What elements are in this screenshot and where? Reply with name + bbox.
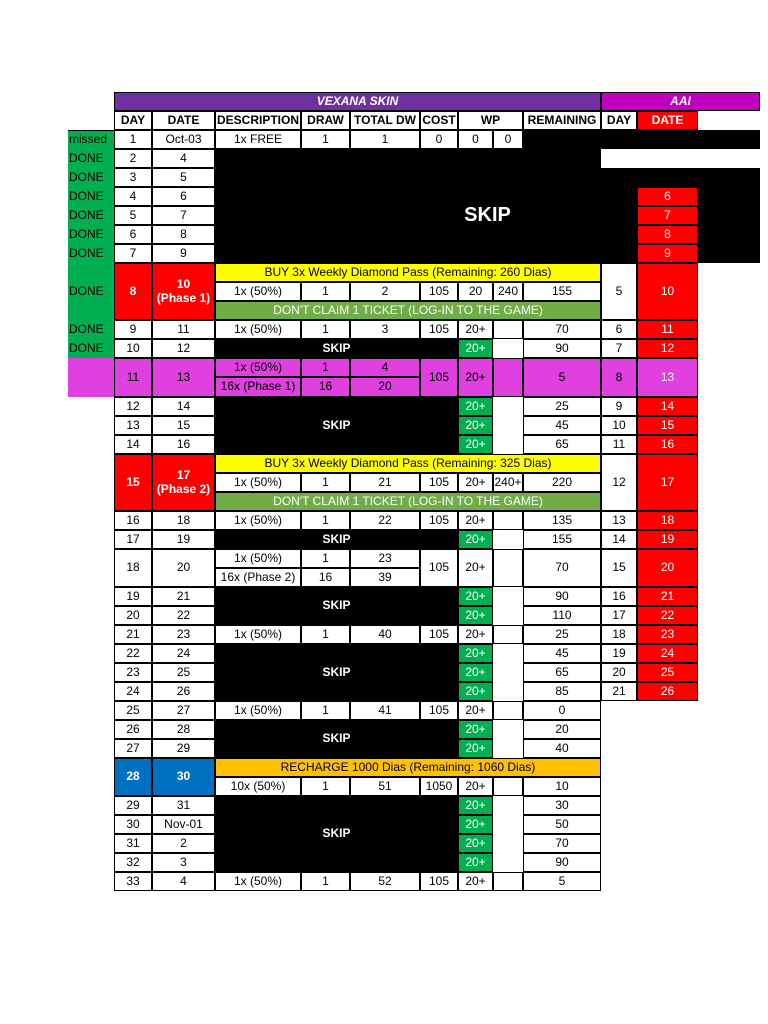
aai-title[interactable]: AAI	[601, 92, 760, 111]
remaining[interactable]: 20	[523, 720, 601, 739]
aai-day-16[interactable]: 16	[601, 587, 637, 606]
aai-date-6[interactable]: 6	[637, 187, 698, 206]
cost[interactable]: 105	[420, 358, 458, 397]
date-value: 17	[176, 467, 191, 482]
remaining[interactable]: 5	[523, 872, 601, 891]
description-b[interactable]: 16x (Phase 1)	[215, 377, 301, 397]
day-7[interactable]: 7	[114, 244, 152, 263]
total-dw[interactable]: 3	[350, 320, 420, 339]
date-19[interactable]: 21	[152, 587, 215, 606]
aai-day-11[interactable]: 11	[601, 435, 637, 454]
total-dw[interactable]: 21	[350, 473, 420, 492]
remaining[interactable]: 155	[523, 282, 601, 301]
date-14[interactable]: 16	[152, 435, 215, 454]
date-4[interactable]: 6	[152, 187, 215, 206]
date-1[interactable]: Oct-03	[152, 130, 215, 149]
remaining[interactable]: 135	[523, 511, 601, 530]
date-9[interactable]: 11	[152, 320, 215, 339]
aai-date-15[interactable]: 15	[637, 416, 698, 435]
status-3[interactable]: DONE	[68, 168, 114, 187]
aai-date-12[interactable]: 12	[637, 339, 698, 358]
day-13[interactable]: 13	[114, 416, 152, 435]
date-13[interactable]: 15	[152, 416, 215, 435]
day-22[interactable]: 22	[114, 644, 152, 663]
draw[interactable]: 1	[301, 777, 350, 796]
cost[interactable]: 105	[420, 549, 458, 587]
status-1[interactable]: missed	[68, 130, 114, 149]
wp[interactable]: 20+	[458, 834, 493, 853]
day-5[interactable]: 5	[114, 206, 152, 225]
wp[interactable]: 20+	[458, 397, 493, 416]
draw[interactable]: 1	[301, 282, 350, 301]
cost[interactable]: 105	[420, 282, 458, 301]
draw-b[interactable]: 16	[301, 568, 350, 587]
wp-extra[interactable]	[493, 320, 523, 339]
wp[interactable]: 20+	[458, 796, 493, 815]
wp[interactable]: 0	[458, 130, 493, 149]
remaining[interactable]: 65	[523, 435, 601, 454]
cost[interactable]: 105	[420, 244, 458, 263]
wp[interactable]: 20+	[458, 473, 493, 492]
total-dw[interactable]: 51	[350, 777, 420, 796]
remaining[interactable]: 70	[523, 549, 601, 587]
aai-date-8[interactable]: 8	[637, 225, 698, 244]
wp[interactable]: 20+	[458, 777, 493, 796]
date-31[interactable]: 2	[152, 834, 215, 853]
wp[interactable]: 20+	[458, 320, 493, 339]
cost[interactable]: 105	[420, 320, 458, 339]
draw[interactable]: 1	[301, 872, 350, 891]
aai-day-2[interactable]: 2	[601, 206, 637, 225]
wp-extra[interactable]	[493, 701, 523, 720]
draw[interactable]: 1	[301, 625, 350, 644]
date-20[interactable]: 22	[152, 606, 215, 625]
description-a[interactable]: 1x (50%)	[215, 358, 301, 377]
aai-date-14[interactable]: 14	[637, 397, 698, 416]
draw[interactable]: 1	[301, 473, 350, 492]
date-12[interactable]: 14	[152, 397, 215, 416]
date-29[interactable]: 31	[152, 796, 215, 815]
wp[interactable]: 20	[458, 282, 493, 301]
description[interactable]: 1x (50%)	[215, 872, 301, 891]
wp[interactable]: 0	[458, 244, 493, 263]
cost[interactable]: 0	[420, 130, 458, 149]
date-24[interactable]: 26	[152, 682, 215, 701]
date-value: 10	[176, 276, 191, 291]
description[interactable]: 1x (50%)	[215, 511, 301, 530]
remaining[interactable]: 90	[523, 339, 601, 358]
draw-b[interactable]: 16	[301, 377, 350, 397]
date-17[interactable]: 19	[152, 530, 215, 549]
skip-day-10[interactable]: SKIP	[215, 339, 458, 358]
wp-extra[interactable]	[493, 777, 523, 796]
date-3[interactable]: 5	[152, 168, 215, 187]
status-10[interactable]: DONE	[68, 339, 114, 358]
aai-day-17[interactable]: 17	[601, 606, 637, 625]
day-4[interactable]: 4	[114, 187, 152, 206]
date-6[interactable]: 8	[152, 225, 215, 244]
description-a[interactable]: 1x (50%)	[215, 549, 301, 568]
aai-date-9[interactable]: 9	[637, 244, 698, 263]
total-dw[interactable]: 52	[350, 872, 420, 891]
draw[interactable]: 1	[301, 244, 350, 263]
wp[interactable]: 20+	[458, 815, 493, 834]
wp[interactable]: 20+	[458, 587, 493, 606]
remaining[interactable]: 220	[523, 473, 601, 492]
aai-day-12[interactable]: 12	[601, 454, 637, 511]
remaining[interactable]: 85	[523, 682, 601, 701]
aai-day-5[interactable]: 5	[601, 263, 637, 320]
draw[interactable]: 1	[301, 320, 350, 339]
aai-date-19[interactable]: 19	[637, 530, 698, 549]
wp[interactable]: 20+	[458, 701, 493, 720]
total-a[interactable]: 23	[350, 549, 420, 568]
total-dw[interactable]: 2	[350, 282, 420, 301]
total-dw[interactable]: 22	[350, 511, 420, 530]
wp[interactable]: 20+	[458, 682, 493, 701]
aai-day-1[interactable]: 1	[601, 187, 637, 206]
aai-date-23[interactable]: 23	[637, 625, 698, 644]
date-10[interactable]: 12	[152, 339, 215, 358]
aai-date-13[interactable]: 13	[637, 358, 698, 397]
aai-day-21[interactable]: 21	[601, 682, 637, 701]
wp-extra[interactable]: 240	[493, 282, 523, 301]
cost[interactable]: 105	[420, 701, 458, 720]
date-13[interactable]: 13	[152, 358, 215, 397]
aai-day-6[interactable]: 6	[601, 320, 637, 339]
day-31[interactable]: 31	[114, 834, 152, 853]
aai-day-4[interactable]: 4	[601, 244, 637, 263]
aai-day-20[interactable]: 20	[601, 663, 637, 682]
aai-day-3[interactable]: 3	[601, 225, 637, 244]
recharge-banner[interactable]: RECHARGE 1000 Dias (Remaining: 1060 Dias)	[215, 758, 601, 777]
wp-extra[interactable]	[493, 511, 523, 530]
skip-block-top[interactable]	[215, 149, 601, 168]
date-15[interactable]	[152, 454, 215, 511]
status-4[interactable]: DONE	[68, 187, 114, 206]
draw-a[interactable]: 1	[301, 358, 350, 377]
day-9[interactable]: 9	[114, 320, 152, 339]
description[interactable]: 1x (50%)	[215, 625, 301, 644]
wp-extra[interactable]	[493, 625, 523, 644]
day-8[interactable]: 8	[114, 263, 152, 320]
day-26[interactable]: 26	[114, 720, 152, 739]
wp-extra[interactable]	[493, 549, 523, 587]
day-15[interactable]: 15	[114, 454, 152, 511]
total-dw[interactable]: 41	[350, 701, 420, 720]
day-25[interactable]: 25	[114, 701, 152, 720]
header-day[interactable]: DAY	[114, 111, 152, 130]
date-26[interactable]: 28	[152, 720, 215, 739]
wp[interactable]: 20+	[458, 339, 493, 358]
wp-extra[interactable]: 0	[493, 130, 523, 149]
wp[interactable]: 20+	[458, 416, 493, 435]
description[interactable]: 1x (50%)	[215, 701, 301, 720]
wp[interactable]: 20+	[458, 435, 493, 454]
day-19[interactable]: 19	[114, 587, 152, 606]
date-32[interactable]: 3	[152, 853, 215, 872]
weekly-pass-banner-1[interactable]: BUY 3x Weekly Diamond Pass (Remaining: 260 Dias)	[215, 263, 601, 282]
aai-day-19[interactable]: 19	[601, 644, 637, 663]
wp[interactable]: 20+	[458, 606, 493, 625]
weekly-pass-banner-2[interactable]: BUY 3x Weekly Diamond Pass (Remaining: 325 Dias)	[215, 454, 601, 473]
remaining[interactable]: 90	[523, 853, 601, 872]
description[interactable]: 10x (50%)	[215, 777, 301, 796]
remaining[interactable]: 90	[523, 587, 601, 606]
remaining[interactable]: 30	[523, 796, 601, 815]
status-6[interactable]: DONE	[68, 225, 114, 244]
header-date[interactable]: DATE	[152, 111, 215, 130]
cost[interactable]: 1050	[420, 777, 458, 796]
day-17[interactable]: 17	[114, 530, 152, 549]
day-24[interactable]: 24	[114, 682, 152, 701]
dont-claim-note-2[interactable]: DON'T CLAIM 1 TICKET (LOG-IN TO THE GAME)	[215, 492, 601, 511]
day-30[interactable]: 30	[114, 815, 152, 834]
day-32[interactable]: 32	[114, 853, 152, 872]
total-b[interactable]: 39	[350, 568, 420, 587]
description[interactable]: 1x (50%)	[215, 473, 301, 492]
remaining[interactable]: 40	[523, 739, 601, 758]
aai-day-15[interactable]: 15	[601, 549, 637, 587]
draw[interactable]: 1	[301, 130, 350, 149]
wp-extra[interactable]: 240+	[493, 473, 523, 492]
header-wp[interactable]: WP	[458, 111, 523, 130]
remaining[interactable]	[523, 130, 601, 149]
remaining[interactable]: 25	[523, 397, 601, 416]
wp[interactable]: 20+	[458, 739, 493, 758]
remaining[interactable]: 45	[523, 644, 601, 663]
remaining[interactable]: 70	[523, 834, 601, 853]
status-9[interactable]: DONE	[68, 320, 114, 339]
aai-date-16[interactable]: 16	[637, 435, 698, 454]
draw-a[interactable]: 1	[301, 549, 350, 568]
header-cost[interactable]: COST	[420, 111, 458, 130]
wp[interactable]: 20+	[458, 872, 493, 891]
day-12[interactable]: 12	[114, 397, 152, 416]
aai-day-10[interactable]: 10	[601, 416, 637, 435]
phase-label: (Phase 1)	[156, 290, 211, 305]
description[interactable]: 1x FREE	[215, 130, 301, 149]
status-8[interactable]: DONE	[68, 263, 114, 320]
vexana-skin-title[interactable]: VEXANA SKIN	[114, 92, 601, 111]
aai-header-date[interactable]: DATE	[637, 111, 698, 130]
aai-day-13[interactable]: 13	[601, 511, 637, 530]
status-2[interactable]: DONE	[68, 149, 114, 168]
skip-block[interactable]: SKIP	[215, 720, 458, 758]
day-6[interactable]: 6	[114, 225, 152, 244]
big-skip-block[interactable]: SKIP	[215, 168, 760, 263]
skip-block[interactable]: SKIP	[215, 644, 458, 701]
draw[interactable]: 1	[301, 511, 350, 530]
header-total-dw[interactable]: TOTAL DW	[350, 111, 420, 130]
description[interactable]: 1x (50%)	[215, 282, 301, 301]
aai-date-25[interactable]: 25	[637, 663, 698, 682]
wp[interactable]: 20+	[458, 663, 493, 682]
day-18[interactable]: 18	[114, 549, 152, 587]
wp[interactable]: 20+	[458, 644, 493, 663]
header-draw[interactable]: DRAW	[301, 111, 350, 130]
day-23[interactable]: 23	[114, 663, 152, 682]
remaining[interactable]: 65	[523, 663, 601, 682]
day-14[interactable]: 14	[114, 435, 152, 454]
aai-day-7[interactable]: 7	[601, 339, 637, 358]
day-16[interactable]: 16	[114, 511, 152, 530]
wp-extra[interactable]	[493, 872, 523, 891]
remaining[interactable]: 0	[523, 701, 601, 720]
total-dw[interactable]: 40	[350, 625, 420, 644]
day-21[interactable]: 21	[114, 625, 152, 644]
day-20[interactable]: 20	[114, 606, 152, 625]
description[interactable]: 1x (50%)	[215, 244, 301, 263]
date-18[interactable]: 20	[152, 549, 215, 587]
total-b[interactable]: 20	[350, 377, 420, 397]
wp[interactable]: 20+	[458, 530, 493, 549]
date-2[interactable]: 4	[152, 149, 215, 168]
phase-label: (Phase 2)	[156, 481, 211, 496]
total-a[interactable]: 4	[350, 358, 420, 377]
total-dw[interactable]: 1	[350, 244, 420, 263]
date-5[interactable]: 7	[152, 206, 215, 225]
wp[interactable]: 20+	[458, 625, 493, 644]
day-33[interactable]: 33	[114, 872, 152, 891]
day-27[interactable]: 27	[114, 739, 152, 758]
wp-extra[interactable]: 0	[493, 244, 523, 263]
day-11[interactable]: 11	[114, 358, 152, 397]
wp-extra[interactable]	[493, 358, 523, 397]
description-b[interactable]: 16x (Phase 2)	[215, 568, 301, 587]
aai-date-17[interactable]: 17	[637, 454, 698, 511]
date-22[interactable]: 24	[152, 644, 215, 663]
remaining[interactable]: 70	[523, 320, 601, 339]
day-28[interactable]: 28	[114, 758, 152, 796]
remaining[interactable]: 10	[523, 777, 601, 796]
aai-date-20[interactable]: 20	[637, 549, 698, 587]
date-30[interactable]: Nov-01	[152, 815, 215, 834]
remaining[interactable]: sate for day 1	[523, 244, 601, 263]
dont-claim-note-1[interactable]: DON'T CLAIM 1 TICKET (LOG-IN TO THE GAME)	[215, 301, 601, 320]
status-5[interactable]: DONE	[68, 206, 114, 225]
aai-date-26[interactable]: 26	[637, 682, 698, 701]
remaining[interactable]: 5	[523, 358, 601, 397]
header-description[interactable]: DESCRIPTION	[215, 111, 301, 130]
cost[interactable]: 105	[420, 473, 458, 492]
aai-date-10[interactable]: 10	[637, 263, 698, 320]
date-16[interactable]: 18	[152, 511, 215, 530]
wp[interactable]: 20+	[458, 358, 493, 397]
aai-date-24[interactable]: 24	[637, 644, 698, 663]
aai-header-day[interactable]: DAY	[601, 111, 637, 130]
skip-block[interactable]: SKIP	[215, 397, 458, 454]
aai-day-8[interactable]: 8	[601, 358, 637, 397]
aai-day-9[interactable]: 9	[601, 397, 637, 416]
date-33[interactable]: 4	[152, 872, 215, 891]
date-25[interactable]: 27	[152, 701, 215, 720]
cost[interactable]: 105	[420, 625, 458, 644]
aai-date-7[interactable]: 7	[637, 206, 698, 225]
date-23[interactable]: 25	[152, 663, 215, 682]
aai-date-18[interactable]: 18	[637, 511, 698, 530]
cost[interactable]: 105	[420, 511, 458, 530]
draw[interactable]: 1	[301, 701, 350, 720]
total-dw[interactable]: 1	[350, 130, 420, 149]
remaining[interactable]: 110	[523, 606, 601, 625]
date-27[interactable]: 29	[152, 739, 215, 758]
wp[interactable]: 20+	[458, 853, 493, 872]
skip-block[interactable]: SKIP	[215, 587, 458, 625]
skip-day-17[interactable]: SKIP	[215, 530, 458, 549]
aai-day-18[interactable]: 18	[601, 625, 637, 644]
day-10[interactable]: 10	[114, 339, 152, 358]
cost[interactable]: 105	[420, 872, 458, 891]
date-7[interactable]: 9	[152, 244, 215, 263]
date-8[interactable]	[152, 263, 215, 320]
day-2[interactable]: 2	[114, 149, 152, 168]
day-3[interactable]: 3	[114, 168, 152, 187]
wp[interactable]: 20+	[458, 511, 493, 530]
aai-day-14[interactable]: 14	[601, 530, 637, 549]
remaining[interactable]: 45	[523, 416, 601, 435]
skip-block[interactable]: SKIP	[215, 796, 458, 872]
day-29[interactable]: 29	[114, 796, 152, 815]
description[interactable]: 1x (50%)	[215, 320, 301, 339]
date-30[interactable]: 30	[152, 758, 215, 796]
aai-date-22[interactable]: 22	[637, 606, 698, 625]
wp[interactable]: 20+	[458, 549, 493, 587]
header-remaining[interactable]: REMAINING	[523, 111, 601, 130]
remaining[interactable]: 155	[523, 530, 601, 549]
remaining[interactable]: 50	[523, 815, 601, 834]
aai-date-11[interactable]: 11	[637, 320, 698, 339]
day-1[interactable]: 1	[114, 130, 152, 149]
status-7[interactable]: DONE	[68, 244, 114, 263]
aai-date-21[interactable]: 21	[637, 587, 698, 606]
wp[interactable]: 20+	[458, 720, 493, 739]
date-21[interactable]: 23	[152, 625, 215, 644]
remaining[interactable]: 25	[523, 625, 601, 644]
status-pink-11[interactable]	[68, 358, 114, 397]
